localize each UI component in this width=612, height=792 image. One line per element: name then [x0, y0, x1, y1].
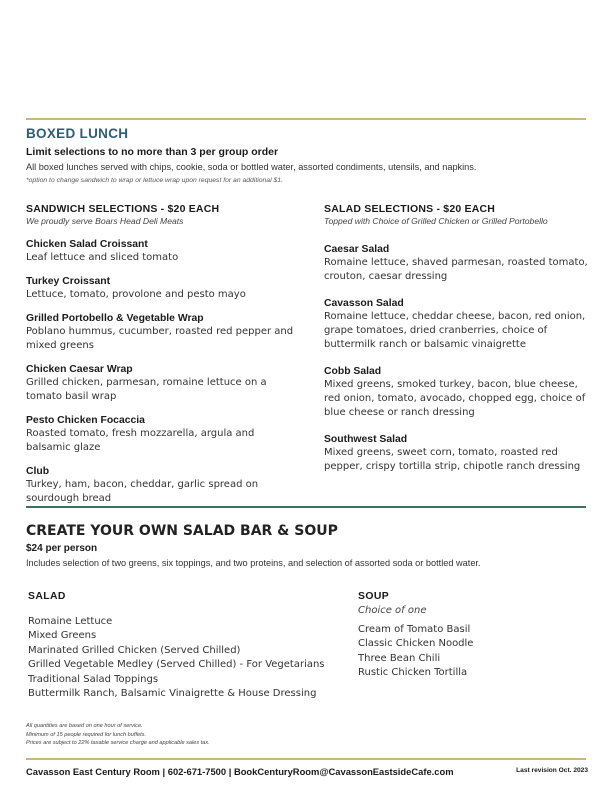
salad-heading: SALAD SELECTIONS - $20 EACH	[324, 203, 496, 215]
list-item: Cream of Tomato Basil	[358, 624, 471, 635]
list-item: Grilled Vegetable Medley (Served Chilled) - For Vegetarians	[28, 659, 325, 671]
menu-item-name: Cobb Salad	[324, 366, 382, 377]
boxed-lunch-note: *option to change sandwich to wrap or lettuce wrap upon request for an additional $1.	[26, 177, 283, 184]
soup-list	[358, 623, 588, 681]
sandwich-column	[26, 203, 296, 506]
list-item: Three Bean Chili	[358, 652, 441, 664]
revision-date: Last revision Oct. 2023	[516, 767, 588, 774]
section-divider	[26, 506, 586, 508]
menu-item-description: Leaf lettuce and sliced tomato	[26, 252, 179, 263]
menu-item	[324, 434, 594, 474]
fine-print-line: Minimum of 15 people required for lunch buffets.	[26, 731, 147, 738]
soup-heading: SOUP	[358, 591, 390, 602]
list-item: Rustic Chicken Tortilla	[358, 667, 468, 679]
boxed-lunch-title: BOXED LUNCH	[26, 126, 129, 141]
salad-bar-salad-column	[28, 591, 348, 701]
menu-item-description: Lettuce, tomato, provolone and pesto mayo	[26, 289, 246, 300]
menu-item-description: Romaine lettuce, shaved parmesan, roasted tomato, crouton, caesar dressing	[324, 257, 588, 282]
menu-item	[324, 244, 594, 284]
menu-item	[26, 313, 296, 353]
menu-item-name: Pesto Chicken Focaccia	[26, 415, 145, 426]
menu-item-name: Cavasson Salad	[324, 298, 404, 309]
footer-contact: Cavasson East Century Room | 602-671-7500 | BookCenturyRoom@CavassonEastsideCafe.com	[26, 766, 454, 777]
menu-item-description: Romaine lettuce, cheddar cheese, bacon, red onion, grape tomatoes, dried cranberries, choice of buttermilk ranch or balsamic vinaigrette	[324, 311, 586, 350]
salad-bar-title: CREATE YOUR OWN SALAD BAR & SOUP	[26, 523, 338, 539]
menu-item-description: Turkey, ham, bacon, cheddar, garlic spread on sourdough bread	[26, 479, 259, 504]
boxed-lunch-intro: All boxed lunches served with chips, cookie, soda or bottled water, assorted condiments, utensils, and napkins.	[26, 162, 477, 172]
menu-item-description: Mixed greens, smoked turkey, bacon, blue cheese, red onion, tomato, avocado, chopped egg, choice of blue cheese or ranch dressing	[324, 379, 586, 418]
menu-item	[26, 415, 296, 455]
boxed-lunch-limit: Limit selections to no more than 3 per group order	[26, 146, 279, 158]
salad-column	[324, 203, 594, 474]
menu-item-name: Grilled Portobello & Vegetable Wrap	[26, 313, 204, 324]
top-divider	[26, 118, 586, 120]
menu-item-description: Grilled chicken, parmesan, romaine lettuce on a tomato basil wrap	[26, 377, 267, 402]
menu-item	[324, 298, 594, 352]
menu-item-name: Southwest Salad	[324, 434, 408, 445]
sandwich-subheading: We proudly serve Boars Head Deli Meats	[26, 216, 184, 226]
list-item: Marinated Grilled Chicken (Served Chilled)	[28, 644, 241, 656]
menu-item	[26, 276, 296, 302]
menu-item-name: Club	[26, 466, 50, 477]
sandwich-heading: SANDWICH SELECTIONS - $20 EACH	[26, 203, 220, 215]
menu-item-name: Chicken Caesar Wrap	[26, 364, 133, 375]
menu-item-description: Mixed greens, sweet corn, tomato, roasted red pepper, crispy tortilla strip, chipotle ranch dressing	[324, 447, 581, 472]
list-item: Mixed Greens	[28, 630, 97, 642]
menu-item-name: Turkey Croissant	[26, 276, 111, 287]
footer-divider	[26, 758, 586, 760]
list-item: Buttermilk Ranch, Balsamic Vinaigrette & House Dressing	[28, 688, 317, 700]
salad-subheading: Topped with Choice of Grilled Chicken or Grilled Portobello	[324, 216, 548, 226]
menu-item-name: Caesar Salad	[324, 244, 390, 255]
soup-note: Choice of one	[358, 605, 427, 616]
list-item: Classic Chicken Noodle	[358, 638, 474, 650]
menu-item-description: Roasted tomato, fresh mozzarella, argula and balsamic glaze	[26, 428, 255, 453]
menu-item	[26, 364, 296, 404]
list-item: Traditional Salad Toppings	[28, 673, 159, 685]
salad-bar-price: $24 per person	[26, 543, 98, 554]
fine-print-line: Prices are subject to 22% taxable service charge and applicable sales tax.	[26, 740, 210, 747]
menu-item	[26, 239, 296, 265]
menu-item	[26, 466, 296, 506]
fine-print	[26, 722, 210, 748]
salad-bar-intro: Includes selection of two greens, six toppings, and two proteins, and selection of assorted soda or bottled water.	[26, 558, 481, 568]
menu-item-description: Poblano hummus, cucumber, roasted red pepper and mixed greens	[26, 326, 294, 351]
salad-bar-salad-list	[28, 615, 348, 701]
salad-bar-salad-heading: SALAD	[28, 591, 66, 602]
fine-print-line: All quantities are based on one hour of service.	[26, 723, 143, 729]
salad-bar-soup-column	[358, 591, 588, 681]
menu-item	[324, 366, 594, 420]
list-item: Romaine Lettuce	[28, 616, 113, 627]
menu-item-name: Chicken Salad Croissant	[26, 239, 148, 250]
